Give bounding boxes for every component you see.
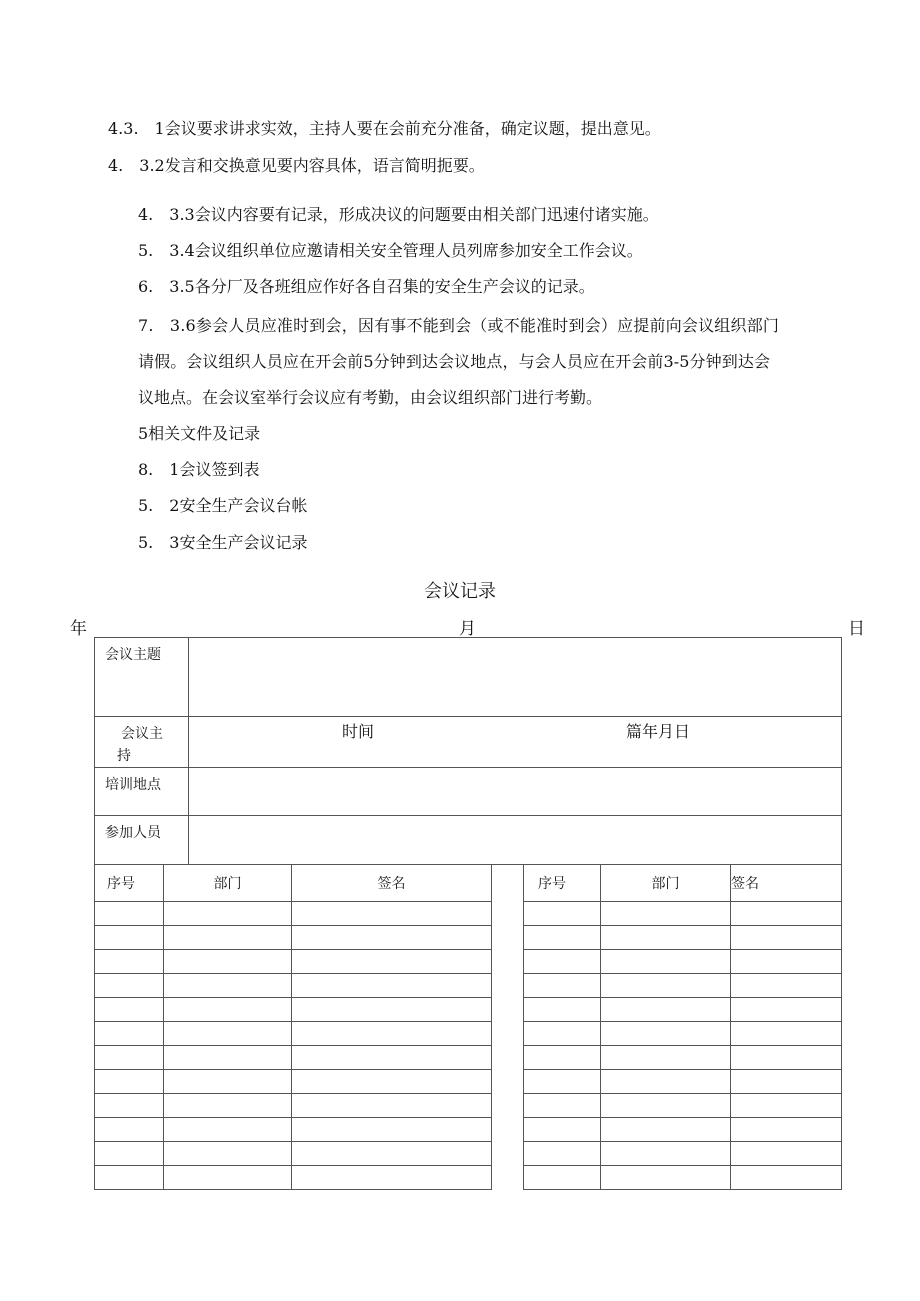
no-cell[interactable] (524, 950, 601, 974)
sign-cell[interactable] (731, 1070, 842, 1094)
sign-cell[interactable] (731, 1118, 842, 1142)
sign-in-row (524, 950, 842, 974)
no-cell[interactable] (95, 1070, 164, 1094)
sign-cell[interactable] (292, 950, 492, 974)
col-dept-header: 部门 (164, 865, 292, 902)
sign-in-row (524, 1022, 842, 1046)
sign-cell[interactable] (731, 974, 842, 998)
sign-in-row (524, 1142, 842, 1166)
attendees-field[interactable] (189, 816, 842, 865)
sign-in-row (95, 950, 492, 974)
no-cell[interactable] (95, 974, 164, 998)
no-cell[interactable] (95, 998, 164, 1022)
sign-in-row (95, 1166, 492, 1190)
date-label: 篇年月日 (626, 722, 691, 741)
sign-in-row (95, 1142, 492, 1166)
sign-in-table-left (94, 864, 492, 1190)
attendees-label: 参加人员 (95, 816, 189, 865)
location-field[interactable] (189, 768, 842, 816)
topic-field[interactable] (189, 638, 842, 717)
sign-cell[interactable] (292, 1070, 492, 1094)
dept-cell[interactable] (601, 1142, 731, 1166)
sign-in-row (524, 1046, 842, 1070)
sign-in-row (524, 1070, 842, 1094)
sign-in-row (95, 926, 492, 950)
topic-label: 会议主题 (95, 638, 189, 717)
dept-cell[interactable] (164, 1094, 292, 1118)
no-cell[interactable] (95, 926, 164, 950)
no-cell[interactable] (524, 1070, 601, 1094)
meeting-info-table (94, 637, 842, 865)
day-label: 日 (848, 619, 865, 639)
sign-cell[interactable] (731, 1166, 842, 1190)
paragraph: 议地点。在会议室举行会议应有考勤，由会议组织部门进行考勤。 (138, 388, 603, 407)
col-dept-header: 部门 (601, 865, 731, 902)
no-cell[interactable] (95, 950, 164, 974)
sign-cell[interactable] (292, 974, 492, 998)
dept-cell[interactable] (601, 1046, 731, 1070)
sign-cell[interactable] (292, 1118, 492, 1142)
host-label-line2: 持 (117, 748, 131, 764)
dept-cell[interactable] (601, 1166, 731, 1190)
paragraph: 7. 3.6参会人员应准时到会，因有事不能到会（或不能准时到会）应提前向会议组织部门 (138, 316, 780, 335)
host-field[interactable] (189, 717, 842, 768)
dept-cell[interactable] (164, 974, 292, 998)
sign-in-row (95, 998, 492, 1022)
no-cell[interactable] (95, 1142, 164, 1166)
year-label: 年 (70, 619, 87, 639)
no-cell[interactable] (95, 1046, 164, 1070)
no-cell[interactable] (524, 1118, 601, 1142)
sign-cell[interactable] (731, 998, 842, 1022)
sign-cell[interactable] (731, 1046, 842, 1070)
sign-in-row (95, 1118, 492, 1142)
paragraph: 5. 3.4会议组织单位应邀请相关安全管理人员列席参加安全工作会议。 (138, 241, 643, 260)
paragraph: 4. 3.3会议内容要有记录，形成决议的问题要由相关部门迅速付诸实施。 (138, 205, 659, 224)
sign-cell[interactable] (292, 998, 492, 1022)
sign-in-row (95, 1022, 492, 1046)
dept-cell[interactable] (601, 1070, 731, 1094)
section-heading: 5相关文件及记录 (138, 424, 261, 443)
sign-in-row (524, 1094, 842, 1118)
paragraph: 请假。会议组织人员应在开会前5分钟到达会议地点，与会人员应在开会前3-5分钟到达会 (138, 352, 771, 371)
paragraph: 5. 2安全生产会议台帐 (138, 496, 308, 515)
sign-in-row (95, 902, 492, 926)
dept-cell[interactable] (164, 950, 292, 974)
sign-in-row (95, 1094, 492, 1118)
dept-cell[interactable] (601, 950, 731, 974)
sign-cell[interactable] (731, 1022, 842, 1046)
col-no-header: 序号 (524, 865, 601, 902)
no-cell[interactable] (524, 1046, 601, 1070)
paragraph: 6. 3.5各分厂及各班组应作好各自召集的安全生产会议的记录。 (138, 277, 595, 296)
paragraph: 8. 1会议签到表 (138, 460, 260, 479)
sign-in-row (524, 1166, 842, 1190)
dept-cell[interactable] (601, 902, 731, 926)
sign-in-row (95, 1046, 492, 1070)
no-cell[interactable] (95, 902, 164, 926)
host-label (95, 717, 189, 768)
dept-cell[interactable] (164, 1022, 292, 1046)
sign-in-table-right (523, 864, 842, 1190)
dept-cell[interactable] (164, 1166, 292, 1190)
time-label: 时间 (342, 722, 375, 741)
sign-in-table-right-wrap (522, 863, 844, 1201)
sign-cell[interactable] (731, 902, 842, 926)
no-cell[interactable] (524, 998, 601, 1022)
col-no-header: 序号 (95, 865, 164, 902)
no-cell[interactable] (524, 1142, 601, 1166)
col-sign-header: 签名 (292, 865, 492, 902)
sign-cell[interactable] (292, 1166, 492, 1190)
sign-cell[interactable] (292, 902, 492, 926)
sign-in-table-left-wrap (93, 863, 494, 1201)
no-cell[interactable] (95, 1094, 164, 1118)
dept-cell[interactable] (164, 926, 292, 950)
dept-cell[interactable] (164, 902, 292, 926)
location-label: 培训地点 (95, 768, 189, 816)
sign-cell[interactable] (731, 1094, 842, 1118)
dept-cell[interactable] (601, 998, 731, 1022)
sign-cell[interactable] (731, 950, 842, 974)
paragraph: 4.3. 1会议要求讲求实效，主持人要在会前充分准备，确定议题，提出意见。 (108, 119, 661, 138)
no-cell[interactable] (524, 902, 601, 926)
dept-cell[interactable] (601, 974, 731, 998)
sign-cell[interactable] (292, 1094, 492, 1118)
sign-in-row (524, 974, 842, 998)
paragraph: 4. 3.2发言和交换意见要内容具体，语言简明扼要。 (108, 156, 485, 175)
no-cell[interactable] (524, 974, 601, 998)
dept-cell[interactable] (601, 1118, 731, 1142)
sign-in-row (95, 1070, 492, 1094)
dept-cell[interactable] (164, 998, 292, 1022)
sign-cell[interactable] (731, 1142, 842, 1166)
dept-cell[interactable] (164, 1070, 292, 1094)
host-label-line1: 会议主 (121, 726, 163, 742)
sign-in-row (95, 974, 492, 998)
sign-cell[interactable] (731, 926, 842, 950)
no-cell[interactable] (524, 926, 601, 950)
dept-cell[interactable] (601, 1094, 731, 1118)
col-sign-header: 签名 (731, 865, 842, 902)
dept-cell[interactable] (601, 926, 731, 950)
no-cell[interactable] (524, 1022, 601, 1046)
sign-cell[interactable] (292, 1142, 492, 1166)
form-title: 会议记录 (424, 581, 496, 602)
no-cell[interactable] (95, 1118, 164, 1142)
no-cell[interactable] (524, 1166, 601, 1190)
sign-cell[interactable] (292, 1022, 492, 1046)
sign-cell[interactable] (292, 926, 492, 950)
month-label: 月 (459, 619, 476, 639)
no-cell[interactable] (95, 1022, 164, 1046)
paragraph: 5. 3安全生产会议记录 (138, 533, 308, 552)
sign-in-row (524, 998, 842, 1022)
sign-in-row (524, 926, 842, 950)
dept-cell[interactable] (164, 1046, 292, 1070)
sign-in-row (524, 1118, 842, 1142)
sign-cell[interactable] (292, 1046, 492, 1070)
sign-in-row (524, 902, 842, 926)
no-cell[interactable] (524, 1094, 601, 1118)
dept-cell[interactable] (164, 1142, 292, 1166)
no-cell[interactable] (95, 1166, 164, 1190)
dept-cell[interactable] (601, 1022, 731, 1046)
dept-cell[interactable] (164, 1118, 292, 1142)
